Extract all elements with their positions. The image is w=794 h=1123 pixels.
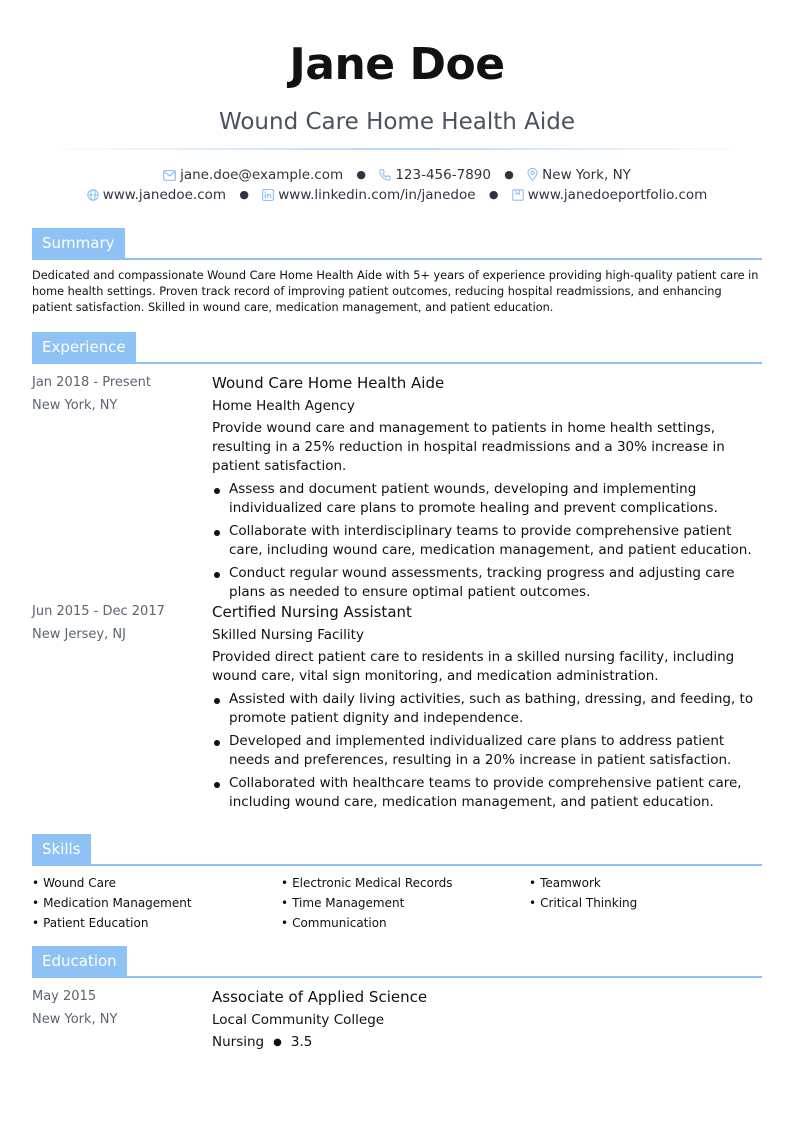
section-title: Summary [32, 228, 125, 258]
experience-details [212, 600, 762, 816]
section-title: Education [32, 946, 127, 976]
education-separator: ● [273, 1037, 282, 1048]
education-date: May 2015 [32, 989, 97, 1004]
linkedin-icon [262, 189, 274, 201]
section-header-education [32, 946, 762, 978]
mail-icon [163, 170, 176, 181]
section-title: Skills [32, 834, 91, 864]
experience-bullet: Conduct regular wound assessments, tracking progress and adjusting care plans as needed to ensure optimal patient outcomes. [212, 564, 762, 602]
contact-row-links [0, 186, 794, 204]
experience-location: New Jersey, NJ [32, 627, 126, 642]
experience-organization: Home Health Agency [212, 398, 355, 414]
experience-bullet: Collaborate with interdisciplinary teams to provide comprehensive patient care, including wound care, medication management, and patient education. [212, 522, 762, 560]
experience-location: New York, NY [32, 398, 118, 413]
experience-dates: Jun 2015 - Dec 2017 [32, 604, 165, 619]
contact-separator: ● [504, 168, 514, 181]
candidate-name: Jane Doe [289, 39, 505, 90]
experience-details [212, 371, 762, 606]
contact-website[interactable]: www.janedoe.com [87, 186, 226, 204]
skill-item: • Critical Thinking [529, 893, 769, 913]
experience-role: Certified Nursing Assistant [212, 603, 412, 621]
contact-phone[interactable]: 123-456-7890 [379, 166, 491, 184]
contact-portfolio[interactable]: www.janedoeportfolio.com [512, 186, 708, 204]
skill-item: • Wound Care [32, 873, 272, 893]
contact-linkedin[interactable]: www.linkedin.com/in/janedoe [262, 186, 475, 204]
skill-item: • Patient Education [32, 913, 272, 933]
globe-icon [87, 189, 99, 201]
experience-bullet: Developed and implemented individualized care plans to address patient needs and preferences, resulting in a 20% increase in patient satisfaction. [212, 732, 762, 770]
contact-separator: ● [488, 188, 499, 201]
contact-separator: ● [356, 168, 367, 181]
education-location: New York, NY [32, 1012, 118, 1027]
location-pin-icon [527, 168, 538, 181]
skill-item: • Teamwork [529, 873, 769, 893]
education-field-gpa [212, 1031, 762, 1054]
experience-description: Provided direct patient care to residents in a skilled nursing facility, including wound care, vital sign monitoring, and medication administration. [212, 649, 735, 684]
section-title: Experience [32, 332, 136, 362]
portfolio-icon [512, 189, 524, 201]
experience-bullet: Assisted with daily living activities, such as bathing, dressing, and feeding, to promote patient dignity and independence. [212, 690, 762, 728]
education-degree: Associate of Applied Science [212, 988, 428, 1006]
section-rule [32, 362, 762, 364]
phone-icon [379, 169, 391, 181]
skills-column [529, 873, 769, 913]
education-field: Nursing [212, 1034, 265, 1050]
section-rule [32, 258, 762, 260]
job-title: Wound Care Home Health Aide [218, 109, 576, 135]
header-divider [40, 148, 754, 150]
skills-column [281, 873, 521, 933]
skill-item: • Electronic Medical Records [281, 873, 521, 893]
contact-location: New York, NY [527, 166, 631, 184]
skill-item: • Communication [281, 913, 521, 933]
education-gpa: 3.5 [290, 1034, 313, 1050]
summary-text: Dedicated and compassionate Wound Care Home Health Aide with 5+ years of experience providing high-quality patient care in home health settings. Proven track record of improving patient outcomes, reducing hospital readmissions, and enhancing patient satisfaction. Skilled in wound care, medication management, and patient education. [32, 269, 759, 314]
experience-organization: Skilled Nursing Facility [212, 627, 364, 643]
section-header-summary [32, 228, 762, 260]
experience-meta [32, 600, 202, 646]
education-meta [32, 985, 202, 1031]
section-rule [32, 864, 762, 866]
education-details [212, 985, 762, 1054]
experience-bullets [212, 480, 762, 602]
experience-bullets [212, 690, 762, 812]
experience-bullet: Assess and document patient wounds, developing and implementing individualized care plans to promote healing and prevent complications. [212, 480, 762, 518]
contact-row-primary [0, 166, 794, 184]
skills-column [32, 873, 272, 933]
experience-role: Wound Care Home Health Aide [212, 374, 445, 392]
section-header-experience [32, 332, 762, 364]
skill-item: • Medication Management [32, 893, 272, 913]
experience-dates: Jan 2018 - Present [32, 375, 151, 390]
section-header-skills [32, 834, 762, 866]
experience-bullet: Collaborated with healthcare teams to provide comprehensive patient care, including wound care, medication management, and patient education. [212, 774, 762, 812]
contact-separator: ● [239, 188, 249, 201]
contact-email[interactable]: jane.doe@example.com [163, 166, 343, 184]
section-rule [32, 976, 762, 978]
skill-item: • Time Management [281, 893, 521, 913]
education-school: Local Community College [212, 1012, 385, 1028]
experience-description: Provide wound care and management to patients in home health settings, resulting in a 25% reduction in hospital readmissions and a 30% increase in patient satisfaction. [212, 420, 725, 474]
experience-meta [32, 371, 202, 417]
